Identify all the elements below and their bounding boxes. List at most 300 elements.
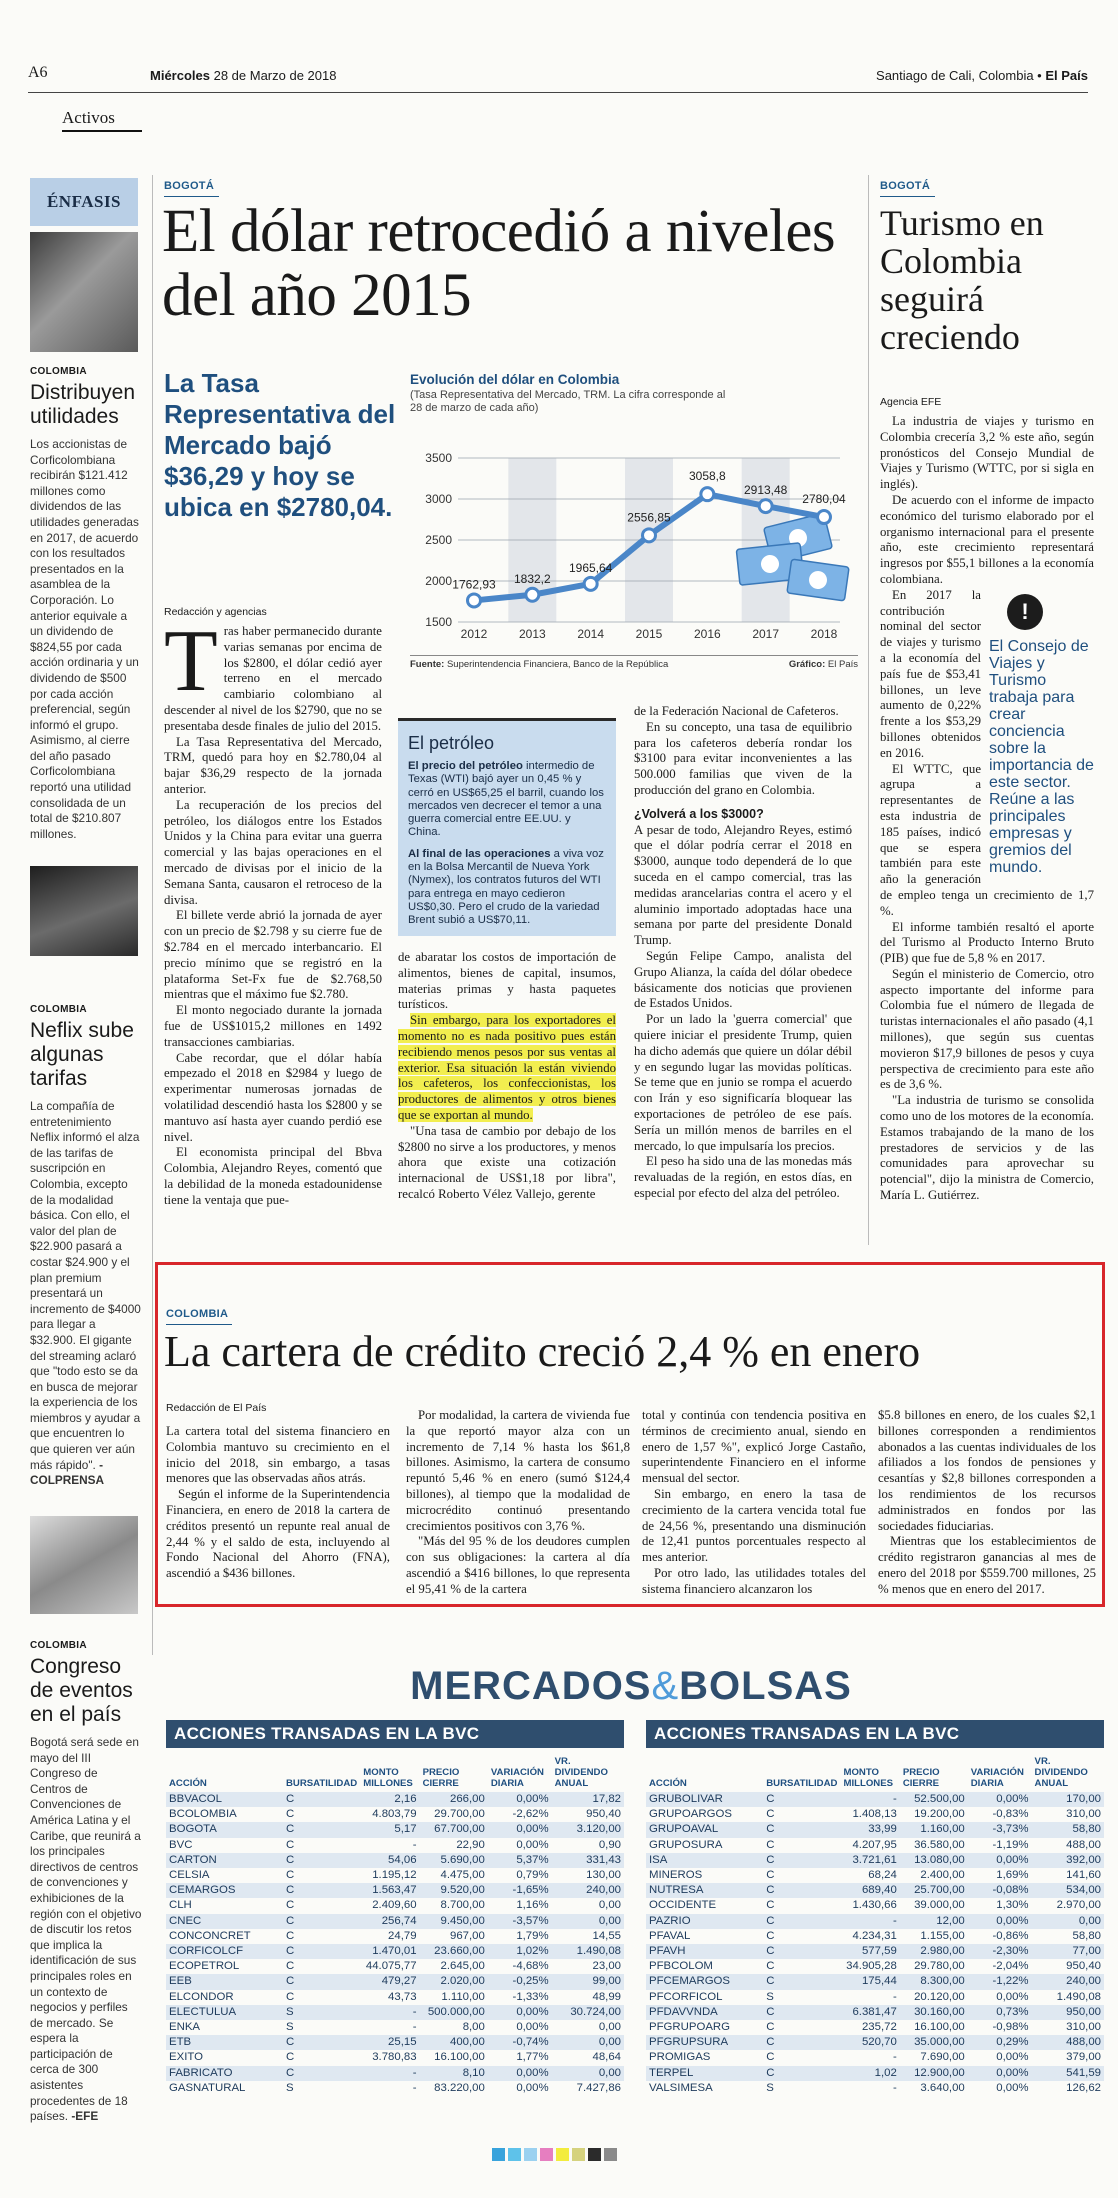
table-cell: 1,79% xyxy=(516,1929,549,1942)
table-cell: C xyxy=(763,1883,840,1898)
table-cell: 310,00 xyxy=(1066,2021,1101,2034)
chart-data-label: 2780,04 xyxy=(802,492,846,507)
chart-title: Evolución del dólar en Colombia xyxy=(410,372,620,387)
sidebar-text: Los accionistas de Corficolombiana recibirán $121.412 millones como dividendos de las utilidades generadas en 2017, de acuerdo con los resultados presentados en la asamblea de la Corporación. Lo anterior equivale a un dividendo de $824,55 por cada acción ordinaria y un dividendo de $500 por cada acción preferencial, según informó el grupo. Asimismo, al cierre del año pasado Corficolombiana reportó una utilidad consolidada de un total de $210.807 millones. xyxy=(30,437,139,841)
table-row xyxy=(646,2035,1104,2050)
table-cell: 14,55 xyxy=(592,1929,621,1942)
table-cell: 0,79% xyxy=(516,1869,549,1882)
table-cell: 0,29% xyxy=(968,2035,1032,2050)
table-cell: 1.155,00 xyxy=(920,1929,965,1942)
table-cell: C xyxy=(283,1944,360,1959)
table-cell: 83.220,00 xyxy=(434,2081,485,2094)
chart-x-tick-label: 2013 xyxy=(518,627,546,641)
table-cell: 240,00 xyxy=(552,1883,624,1898)
cartera-paragraph: Mientras que los establecimientos de crédito registraron ganancias al mes de enero del 2018 por $559.700 millones, 25 % menos que en enero del 2017. xyxy=(878,1534,1096,1596)
column-header: VR. DIVIDENDO ANUAL xyxy=(554,1756,608,1789)
table-cell: 22,90 xyxy=(456,1838,485,1851)
table-cell: 392,00 xyxy=(1032,1853,1104,1868)
stocks-table-left xyxy=(166,1720,624,2096)
sidebar-title: Congreso de eventos en el país xyxy=(30,1655,133,1726)
table-row xyxy=(166,1959,624,1974)
header-place xyxy=(876,68,1088,83)
table-cell: C xyxy=(763,2005,840,2020)
enfasis-box xyxy=(30,178,138,226)
table-cell: 1.195,12 xyxy=(372,1869,417,1882)
table-cell: 0,00 xyxy=(552,1914,624,1929)
table-cell: 1.160,00 xyxy=(900,1822,968,1837)
table-row xyxy=(166,1914,624,1929)
table-cell: EXITO xyxy=(169,2051,203,2064)
cartera-paragraph: total y continúa con tendencia positiva en términos de crecimiento anual, siendo en enero de 1,57 %", explicó Jorge Castaño, superintendente Financiero en el informe mensual del sector. xyxy=(642,1408,866,1486)
table-cell: 379,00 xyxy=(1066,2051,1101,2064)
table-cell: - xyxy=(412,2081,417,2094)
chart-data-point xyxy=(468,594,481,607)
table-cell: 8,10 xyxy=(420,2066,488,2081)
right-paragraph: Según el ministerio de Comercio, otro aspecto importante del informe para Colombia fue el número de llegada de turistas internacionales el año pasado (4,1 millones), que según sus cuentas movieron $17,9 billones de pesos y cuya perspectiva de crecimiento para este año es de 3,6 %. xyxy=(880,966,1094,1092)
table-cell: 44.075,77 xyxy=(365,1960,417,1973)
main-paragraph: Según Felipe Campo, analista del Grupo Alianza, la caída del dólar obedece básicamente dos noticias que provienen de Estados Unidos. xyxy=(634,948,852,1011)
table-cell: S xyxy=(285,2081,294,2094)
table-cell: 29.700,00 xyxy=(434,1808,485,1821)
right-byline: Agencia EFE xyxy=(880,396,942,408)
table-cell: 9.520,00 xyxy=(420,1883,488,1898)
info-icon: ! xyxy=(1007,594,1043,630)
table-cell: C xyxy=(285,1838,295,1851)
table-row xyxy=(646,1868,1104,1883)
table-cell: 2.980,00 xyxy=(900,1944,968,1959)
table-cell: -3,73% xyxy=(968,1822,1032,1837)
table-cell: 0,00% xyxy=(488,2005,552,2020)
table-cell: ELCONDOR xyxy=(169,1990,234,2003)
table-cell: 77,00 xyxy=(1032,1944,1104,1959)
table-row xyxy=(646,1974,1104,1989)
table-cell: C xyxy=(763,2066,840,2081)
table-cell: 4.475,00 xyxy=(440,1869,485,1882)
table-cell: C xyxy=(766,1838,775,1851)
table-cell: 170,00 xyxy=(1032,1792,1104,1807)
table-cell: -0,25% xyxy=(488,1974,552,1989)
header-date-day: Miércoles xyxy=(150,68,210,83)
table-row xyxy=(646,1944,1104,1959)
table-cell: 0,00% xyxy=(488,1822,552,1837)
table-cell: 58,80 xyxy=(1072,1929,1101,1942)
table-cell: 950,40 xyxy=(1066,1960,1101,1973)
table-cell: OCCIDENTE xyxy=(649,1899,717,1912)
table-cell: 30.724,00 xyxy=(552,2005,624,2020)
column-header: MONTO MILLONES xyxy=(363,1767,413,1789)
stocks-header-row xyxy=(646,1756,1104,1792)
column-header: ACCIÓN xyxy=(169,1778,207,1789)
petroleo-lead-1: El precio del petróleo xyxy=(408,760,523,772)
table-cell: C xyxy=(283,2066,360,2081)
chart-y-tick-label: 2500 xyxy=(425,533,452,547)
table-cell: 2.970,00 xyxy=(1056,1899,1101,1912)
table-cell: PAZRIO xyxy=(646,1914,763,1929)
color-registration-bar xyxy=(492,2148,617,2161)
table-cell: 141,60 xyxy=(1066,1869,1101,1882)
table-row xyxy=(646,1898,1104,1913)
table-cell: 0,00% xyxy=(516,2081,549,2094)
table-cell: CARTON xyxy=(166,1853,283,1868)
table-cell: GRUBOLIVAR xyxy=(646,1792,763,1807)
table-cell: C xyxy=(283,1853,360,1868)
table-row xyxy=(646,1822,1104,1837)
table-cell: 4.207,95 xyxy=(852,1838,897,1851)
main-paragraph: En su concepto, una tasa de equilibrio para los cafeteros debería rondar los $3100 para evitar inconvenientes a las 500.000 familias que viven de la producción del grano en Colombia. xyxy=(634,719,852,797)
cartera-paragraph: "Más del 95 % de los deudores cumplen con sus obligaciones: la cartera al día ascendió a $416 billones, lo que representa el 95,41 % de la cartera xyxy=(406,1534,630,1596)
table-cell: 5.690,00 xyxy=(420,1853,488,1868)
table-cell: C xyxy=(285,2051,295,2064)
sidebar-text-body: Bogotá será sede en mayo del III Congreso de Centros de Convenciones de América Latina y el Caribe, que reunirá a los principales directivos de centros de convenciones y exhibiciones de la región con el objetivo de discutir los retos que implica la identificación de sus principales roles en un contexto de negocios y perfiles de mercado. Se espera la participación de cerca de 300 asistentes procedentes de 18 países. xyxy=(30,1735,142,2124)
table-cell: 68,24 xyxy=(868,1869,897,1882)
table-cell: C xyxy=(763,2035,840,2050)
column-header: VARIACIÓN DIARIA xyxy=(490,1767,544,1789)
table-cell: 23.660,00 xyxy=(420,1944,488,1959)
table-cell: 48,64 xyxy=(592,2051,621,2064)
table-cell: GRUPOARGOS xyxy=(649,1808,732,1821)
table-row xyxy=(646,1853,1104,1868)
table-cell: 13.080,00 xyxy=(900,1853,968,1868)
table-cell: 2,16 xyxy=(360,1792,419,1807)
table-cell: 0,00% xyxy=(516,1838,549,1851)
sidebar-signature: -COLPRENSA xyxy=(30,1457,105,1488)
sidebar-item-neflix xyxy=(30,1004,142,1489)
table-cell: 48,99 xyxy=(592,1990,621,2003)
table-cell: 16.100,00 xyxy=(914,2021,965,2034)
mercados-title xyxy=(158,1664,1104,1709)
table-row xyxy=(166,1944,624,1959)
page-number: A6 xyxy=(28,64,48,81)
main-col-2 xyxy=(398,950,616,1203)
chart-x-tick-label: 2017 xyxy=(752,627,780,641)
table-cell: CONCONCRET xyxy=(169,1929,251,1942)
table-cell: PFAVH xyxy=(646,1944,763,1959)
column-header: MONTO MILLONES xyxy=(843,1767,894,1789)
table-cell: BOGOTA xyxy=(166,1822,283,1837)
table-cell: 2.400,00 xyxy=(920,1869,965,1882)
turismo-callout xyxy=(989,592,1094,876)
table-cell: 1.490,08 xyxy=(1056,1990,1101,2003)
table-cell: 8,00 xyxy=(462,2021,485,2034)
table-cell: 5,37% xyxy=(488,1853,552,1868)
main-right-divider xyxy=(868,175,869,1245)
table-cell: 689,40 xyxy=(840,1883,899,1898)
right-kicker-rule xyxy=(880,196,935,197)
table-cell: -2,04% xyxy=(992,1960,1029,1973)
table-cell: ETB xyxy=(166,2035,283,2050)
table-cell: EEB xyxy=(166,1974,283,1989)
table-cell: 8.700,00 xyxy=(440,1899,485,1912)
table-cell: - xyxy=(360,2005,419,2020)
cartera-kicker: COLOMBIA xyxy=(166,1308,229,1320)
table-cell: 256,74 xyxy=(360,1914,419,1929)
mercados-title-b: BOLSAS xyxy=(679,1664,852,1708)
table-row xyxy=(166,2035,624,2050)
cartera-byline: Redacción de El País xyxy=(166,1402,267,1414)
chart-data-label: 3058,8 xyxy=(688,469,726,484)
table-cell: 52.500,00 xyxy=(900,1792,968,1807)
color-swatch xyxy=(492,2148,505,2161)
petroleo-title: El petróleo xyxy=(408,733,495,753)
table-cell: 240,00 xyxy=(1032,1974,1104,1989)
table-cell: 20.120,00 xyxy=(914,1990,965,2003)
table-cell: 99,00 xyxy=(552,1974,624,1989)
table-cell: 488,00 xyxy=(1032,2035,1104,2050)
table-row xyxy=(646,1838,1104,1853)
table-cell: -2,30% xyxy=(968,1944,1032,1959)
table-cell: 3.780,83 xyxy=(372,2051,417,2064)
right-paragraph: En 2017 la contribución nominal del sector de viajes y turismo a la economía del país fue de $53,41 billones, un leve aumento de 0,22% frente a los $53,29 billones obtenidos en 2016. xyxy=(880,587,981,760)
chart-credit-text: El País xyxy=(827,659,858,670)
table-cell: 1,69% xyxy=(996,1869,1029,1882)
stocks-header-row xyxy=(166,1756,624,1792)
table-cell: - xyxy=(412,2021,417,2034)
table-cell: NUTRESA xyxy=(646,1883,763,1898)
cartera-headline: La cartera de crédito creció 2,4 % en enero xyxy=(164,1327,921,1376)
main-paragraph: de abaratar los costos de importación de alimentos, bienes de capital, insumos, materias primas y hasta paquetes turísticos. xyxy=(398,950,616,1012)
table-cell: PFGRUPOARG xyxy=(649,2021,731,2034)
table-cell: 0,00 xyxy=(598,2021,621,2034)
sidebar-kicker: COLOMBIA xyxy=(30,366,87,377)
table-cell: 0,00 xyxy=(1032,1914,1104,1929)
sidebar-text xyxy=(30,1099,142,1489)
table-cell: -1,22% xyxy=(968,1974,1032,1989)
table-cell: 0,00% xyxy=(996,2051,1029,2064)
chart-data-label: 1965,64 xyxy=(568,560,613,575)
right-paragraph: "La industria de turismo se consolida como uno de los motores de la economía. Estamos trabajando de la mano de los prestadores de servicios y de las comunidades para aprovechar su potencial", dijo la ministra de Comercio, María L. Gutiérrez. xyxy=(880,1093,1094,1203)
table-cell: 17,82 xyxy=(552,1792,624,1807)
table-cell: CLH xyxy=(169,1899,192,1912)
table-cell: -4,68% xyxy=(512,1960,549,1973)
header-place-text: Santiago de Cali, Colombia • xyxy=(876,68,1042,83)
table-cell: 479,27 xyxy=(360,1974,419,1989)
chart-data-label: 2913,48 xyxy=(743,483,788,498)
table-cell: -0,08% xyxy=(968,1883,1032,1898)
chart-source xyxy=(410,659,668,670)
main-kicker: BOGOTÁ xyxy=(164,180,215,192)
table-cell: S xyxy=(285,2021,294,2034)
table-cell: 126,62 xyxy=(1066,2081,1101,2094)
table-cell: 0,00% xyxy=(488,1792,552,1807)
table-row xyxy=(646,1914,1104,1929)
table-cell: C xyxy=(285,1869,295,1882)
table-cell: C xyxy=(283,1822,360,1837)
table-cell: 235,72 xyxy=(861,2021,897,2034)
petroleo-body-2: a viva voz en la Bolsa Mercantil de Nueva York (Nymex), los contratos futuros del WTI para entrega en mayo cedieron US$0,30. Pero el crudo de la variedad Brent subió a US$70,11. xyxy=(408,847,604,927)
table-cell: 0,00% xyxy=(996,1990,1029,2003)
table-cell: 2.645,00 xyxy=(440,1960,485,1973)
main-subhead: ¿Volverá a los $3000? xyxy=(634,806,764,821)
table-cell: PFCEMARGOS xyxy=(646,1974,763,1989)
table-cell: C xyxy=(285,1990,295,2003)
main-col-3 xyxy=(634,704,852,1202)
table-cell: 534,00 xyxy=(1032,1883,1104,1898)
table-cell: 9.450,00 xyxy=(420,1914,488,1929)
chart-data-point xyxy=(643,529,656,542)
table-cell: 2.020,00 xyxy=(420,1974,488,1989)
chart-data-point xyxy=(701,488,714,501)
main-paragraph: El billete verde abrió la jornada de ayer con un precio de $2.798 y su cierre fue de $2.784 en el mercado interbancario. El precio mínimo que se registró en la plataforma Set-Fx fue de $2.768,50 mientras que el máximo fue $2.780. xyxy=(164,908,382,1002)
chart-data-label: 1832,2 xyxy=(513,571,551,586)
chart-y-tick-label: 3500 xyxy=(425,451,452,465)
sidebar-kicker: COLOMBIA xyxy=(30,1640,87,1651)
table-cell: ENKA xyxy=(169,2021,201,2034)
chart-y-tick-label: 1500 xyxy=(425,615,452,629)
table-row xyxy=(646,1807,1104,1822)
table-row xyxy=(166,1838,624,1853)
table-cell: C xyxy=(766,1929,775,1942)
main-paragraph: El peso ha sido una de las monedas más revaluadas de la región, en estos días, en especial por efecto del alza del petróleo. xyxy=(634,1154,852,1200)
table-cell: BBVACOL xyxy=(166,1792,283,1807)
table-cell: 0,00% xyxy=(488,2066,552,2081)
table-cell: C xyxy=(283,1792,360,1807)
chart-data-label: 1762,93 xyxy=(452,577,496,592)
table-row xyxy=(166,1792,624,1807)
table-cell: -2,62% xyxy=(512,1808,549,1821)
cartera-paragraph: Por otro lado, las utilidades totales del sistema financiero alcanzaron los xyxy=(642,1565,866,1596)
table-cell: ISA xyxy=(646,1853,763,1868)
table-cell: ECOPETROL xyxy=(169,1960,240,1973)
table-cell: -0,74% xyxy=(488,2035,552,2050)
color-swatch xyxy=(524,2148,537,2161)
table-cell: -3,57% xyxy=(488,1914,552,1929)
table-row xyxy=(166,2066,624,2081)
table-cell: PFCORFICOL xyxy=(649,1990,723,2003)
column-header: VR. DIVIDENDO ANUAL xyxy=(1034,1756,1088,1789)
sidebar-title: Distribuyen utilidades xyxy=(30,381,136,428)
table-cell: BVC xyxy=(169,1838,193,1851)
table-cell: PROMIGAS xyxy=(649,2051,711,2064)
main-paragraph: La Tasa Representativa del Mercado, TRM, quedó para hoy en $2.780,04 al bajar $36,29 respecto de la jornada anterior. xyxy=(164,734,382,796)
table-cell: CELSIA xyxy=(169,1869,210,1882)
table-cell: 577,59 xyxy=(840,1944,899,1959)
chart-y-tick-label: 2000 xyxy=(425,574,452,588)
table-cell: 310,00 xyxy=(1066,1808,1101,1821)
table-row xyxy=(166,1990,624,2005)
header-date xyxy=(150,68,336,83)
table-cell: S xyxy=(766,1990,774,2003)
table-cell: S xyxy=(766,2081,774,2094)
table-cell: C xyxy=(763,1792,840,1807)
table-cell: CORFICOLCF xyxy=(166,1944,283,1959)
table-row xyxy=(646,2081,1104,2096)
main-byline: Redacción y agencias xyxy=(164,606,267,618)
callout-text: El Consejo de Viajes y Turismo trabaja para crear conciencia sobre la importancia de este sector. Reúne a las principales empresas y gremios del mundo. xyxy=(989,637,1094,876)
main-paragraph: ras haber permanecido durante varias semanas por encima de los $2800, el dólar cedió ayer terreno en el mercado cambiario colombiano al descender al nivel de los $2790, que no se presentaba desde finales de julio del 2015. xyxy=(164,624,382,733)
table-row xyxy=(646,1959,1104,1974)
table-cell: -0,86% xyxy=(992,1929,1029,1942)
color-swatch xyxy=(540,2148,553,2161)
table-cell: - xyxy=(412,1838,417,1851)
table-cell: 5,17 xyxy=(360,1822,419,1837)
table-cell: C xyxy=(763,1822,840,1837)
table-cell: 488,00 xyxy=(1066,1838,1101,1851)
main-paragraph: de la Federación Nacional de Cafeteros. xyxy=(634,704,839,718)
table-cell: 130,00 xyxy=(586,1869,621,1882)
table-cell: 500.000,00 xyxy=(420,2005,488,2020)
stocks-table-title: ACCIONES TRANSADAS EN LA BVC xyxy=(646,1720,1104,1748)
column-header: PRECIO CIERRE xyxy=(422,1767,460,1789)
table-cell: 1.563,47 xyxy=(360,1883,419,1898)
right-headline: Turismo en Colombia seguirá creciendo xyxy=(880,203,1044,357)
main-paragraph: A pesar de todo, Alejandro Reyes, estimó que el dólar podría cerrar el 2018 en $3000, aunque todo dependerá de lo que suceda en el campo comercial, tras las medidas arancelarias contra el acero y el aluminio importado adoptadas hace una semana por parte del presidente Donald Trump. xyxy=(634,822,852,948)
table-cell: 1.430,66 xyxy=(852,1899,897,1912)
table-cell: 520,70 xyxy=(840,2035,899,2050)
table-row xyxy=(166,2005,624,2020)
table-row xyxy=(646,1929,1104,1944)
table-cell: - xyxy=(840,1914,899,1929)
table-row xyxy=(646,2066,1104,2081)
column-header: PRECIO CIERRE xyxy=(902,1767,940,1789)
sidebar-item-congreso xyxy=(30,1640,142,2125)
chart-data-point xyxy=(526,588,539,601)
chart-data-point xyxy=(759,500,772,513)
table-row xyxy=(646,1883,1104,1898)
table-row xyxy=(166,1822,624,1837)
chart-x-tick-label: 2012 xyxy=(460,627,488,641)
cartera-paragraph: Sin embargo, en enero la tasa de crecimiento de la cartera vencida total fue de 24,56 %, presentando una disminución de 12,41 puntos porcentuales respecto al mes anterior. xyxy=(642,1486,866,1565)
table-cell: 541,59 xyxy=(1032,2066,1104,2081)
main-paragraph: El monto negociado durante la jornada fue de US$1015,2 millones en 1492 transacciones cambiarias. xyxy=(164,1003,382,1049)
header-date-rest: 28 de Marzo de 2018 xyxy=(213,68,337,83)
stocks-table-title: ACCIONES TRANSADAS EN LA BVC xyxy=(166,1720,624,1748)
cartera-col-3 xyxy=(642,1408,866,1598)
table-cell: 967,00 xyxy=(450,1929,485,1942)
table-cell: 1.110,00 xyxy=(441,1990,485,2003)
table-cell: C xyxy=(766,2021,775,2034)
table-cell: 8.300,00 xyxy=(900,1974,968,1989)
section-rule xyxy=(62,130,142,132)
table-row xyxy=(166,1853,624,1868)
table-cell: 0,00 xyxy=(552,2066,624,2081)
table-cell: C xyxy=(766,1869,775,1882)
sidebar-photo-2 xyxy=(30,866,138,956)
table-cell: 3.120,00 xyxy=(552,1822,624,1837)
main-kicker-rule xyxy=(164,196,219,197)
table-cell: C xyxy=(766,1808,775,1821)
cartera-paragraph: Según el informe de la Superintendencia Financiera, en enero de 2018 la cartera de créditos presentó un repunte real anual de 2,44 % y el saldo de esta, incluyendo al Fondo Nacional del Ahorro (FNA), ascendió a $436 billones. xyxy=(166,1487,390,1581)
column-header: BURSATILIDAD xyxy=(285,1778,358,1789)
table-row xyxy=(166,2050,624,2065)
table-cell: - xyxy=(893,1990,897,2003)
right-col xyxy=(880,414,1094,1204)
table-cell: GASNATURAL xyxy=(169,2081,246,2094)
stocks-table xyxy=(646,1756,1104,2096)
table-cell: 266,00 xyxy=(420,1792,488,1807)
main-paragraph: "Una tasa de cambio por debajo de los $2800 no sirve a los productores, y menos ahora que existe una cotización internacional de US$1,18 por libra", recalcó Roberto Vélez Vallejo, gerente xyxy=(398,1123,616,1201)
table-cell: -1,19% xyxy=(992,1838,1029,1851)
sidebar-divider xyxy=(152,175,153,1655)
table-cell: 34.905,28 xyxy=(846,1960,897,1973)
table-cell: 1.408,13 xyxy=(852,1808,897,1821)
chart-y-tick-label: 3000 xyxy=(425,492,452,506)
table-cell: 4.803,79 xyxy=(372,1808,417,1821)
table-cell: C xyxy=(283,1974,360,1989)
table-cell: 35.000,00 xyxy=(900,2035,968,2050)
table-cell: C xyxy=(283,1914,360,1929)
color-swatch xyxy=(604,2148,617,2161)
table-cell: 30.160,00 xyxy=(900,2005,968,2020)
table-cell: C xyxy=(283,2035,360,2050)
table-cell: C xyxy=(283,1883,360,1898)
table-row xyxy=(166,1868,624,1883)
table-cell: -0,83% xyxy=(992,1808,1029,1821)
main-col-1 xyxy=(164,613,382,1208)
table-row xyxy=(166,1929,624,1944)
table-cell: C xyxy=(766,1960,775,1973)
table-cell: - xyxy=(893,2051,897,2064)
color-swatch xyxy=(588,2148,601,2161)
